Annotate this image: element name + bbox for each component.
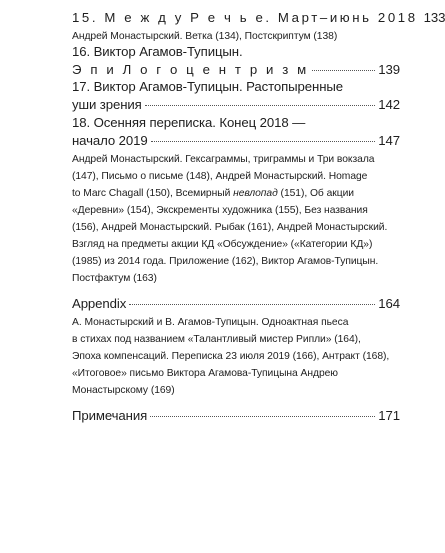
toc-subentry-line: «Деревни» (154), Экскременты художника (155), Без названия xyxy=(72,205,368,216)
dot-leader xyxy=(145,104,376,106)
toc-entry-title[interactable]: 17. Виктор Агамов-Тупицын. Растопыренные xyxy=(72,79,343,94)
toc-subentry-line: (147), Письмо о письме (148), Андрей Монастырский. Homage xyxy=(72,171,368,182)
toc-subentry-line xyxy=(72,185,402,202)
toc-entry-appendix[interactable] xyxy=(72,294,400,314)
toc-entry-15[interactable] xyxy=(72,8,445,28)
toc-subentry-line: «Итоговое» письмо Виктора Агамова-Тупицына Андрею xyxy=(72,368,338,379)
text-run: to Marc Chagall (150), Всемирный xyxy=(72,188,234,199)
toc-page-number: 142 xyxy=(378,97,400,112)
toc-subentry-line: А. Монастырский и В. Агамов-Тупицын. Одноактная пьеса xyxy=(72,317,349,328)
toc-page-number: 147 xyxy=(378,133,400,148)
toc-entry-title: Appendix xyxy=(72,296,127,311)
toc-entry-18[interactable] xyxy=(72,131,400,151)
toc-subentry-line: Андрей Монастырский. Гексаграммы, триграммы и Три вокзала xyxy=(72,154,375,165)
toc-subentry-line: Постфактум (163) xyxy=(72,273,157,284)
toc-page-number: 164 xyxy=(378,296,400,311)
dot-leader xyxy=(151,140,376,142)
toc-subentry-line: (156), Андрей Монастырский. Рыбак (161), Андрей Монастырский. xyxy=(72,222,388,233)
dot-leader xyxy=(312,69,375,71)
toc-entry-title: Э п и Л о г о ц е н т р и з м xyxy=(72,62,309,77)
toc-subentry-line: Взгляд на предметы акции КД «Обсуждение» («Категории КД») xyxy=(72,239,373,250)
toc-entry-title: 15. М е ж д у Р е ч ь е. Март–июнь 2018 xyxy=(72,10,418,25)
toc-page-number: 139 xyxy=(378,62,400,77)
toc-entry-17[interactable] xyxy=(72,95,400,115)
toc-subentry-line: Эпоха компенсаций. Переписка 23 июля 2019 (166), Антракт (168), xyxy=(72,351,390,362)
toc-entry-title: уши зрения xyxy=(72,97,142,112)
text-run: (151), Об акции xyxy=(277,188,354,199)
toc-entry-title[interactable]: 16. Виктор Агамов-Тупицын. xyxy=(72,44,243,59)
toc-subentry-line: в стихах под названием «Талантливый мистер Рипли» (164), xyxy=(72,334,361,345)
toc-entry-notes[interactable] xyxy=(72,406,400,426)
toc-subentry-line: (1985) из 2014 года. Приложение (162), Виктор Агамов-Тупицын. xyxy=(72,256,379,267)
toc-entry-title[interactable]: 18. Осенняя переписка. Конец 2018 — xyxy=(72,115,306,130)
toc-entry-title: начало 2019 xyxy=(72,133,148,148)
toc-subentry-line: Монастырскому (169) xyxy=(72,385,175,396)
dot-leader xyxy=(150,415,375,417)
dot-leader xyxy=(129,303,375,305)
italic-word: невлопад xyxy=(233,188,278,199)
toc-page-number: 171 xyxy=(378,408,400,423)
toc-subentries: Андрей Монастырский. Ветка (134), Постскриптум (138) xyxy=(72,31,338,42)
toc-entry-title: Примечания xyxy=(72,408,148,423)
toc-page-number: 133 xyxy=(423,10,445,25)
